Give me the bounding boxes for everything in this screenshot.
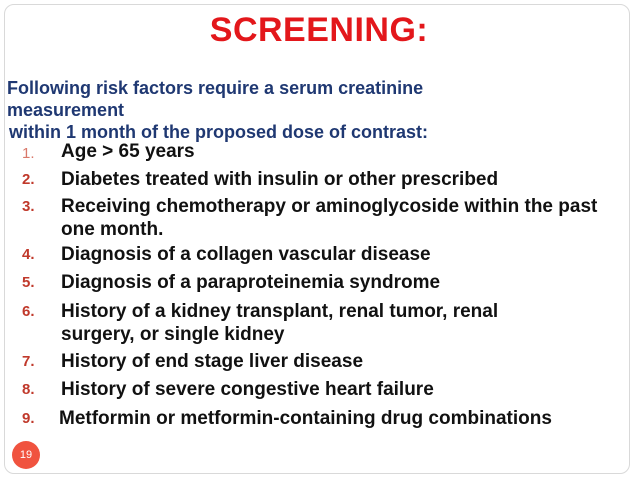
item-number: 8. (22, 381, 35, 398)
item-text: History of end stage liver disease (61, 351, 364, 372)
intro-line-2: measurement (7, 100, 125, 120)
item-number: 9. (22, 410, 35, 427)
item-text: History of a kidney transplant, renal tumor, renal surgery, or single kidney (61, 301, 499, 345)
item-text: Diagnosis of a collagen vascular disease (61, 244, 431, 265)
item-text: Diagnosis of a paraproteinemia syndrome (61, 272, 441, 293)
item-text: Metformin or metformin-containing drug combinations (59, 408, 552, 429)
item-number: 7. (22, 353, 35, 370)
page-number-badge: 19 (12, 441, 40, 469)
intro-line-1: Following risk factors require a serum creatinine (7, 78, 424, 98)
item-text: History of severe congestive heart failure (61, 379, 434, 400)
item-text: Receiving chemotherapy or aminoglycoside within the past one month. (61, 196, 598, 240)
intro-line-3: within 1 month of the proposed dose of contrast: (9, 122, 428, 142)
item-number: 6. (22, 303, 35, 320)
item-text: Age > 65 years (61, 141, 195, 162)
item-number: 2. (22, 171, 35, 188)
item-number: 5. (22, 274, 35, 291)
item-number: 4. (22, 246, 35, 263)
item-number: 1. (22, 145, 35, 162)
item-text: Diabetes treated with insulin or other prescribed (61, 169, 499, 190)
item-number: 3. (22, 198, 35, 215)
slide-title: SCREENING: (209, 11, 429, 49)
